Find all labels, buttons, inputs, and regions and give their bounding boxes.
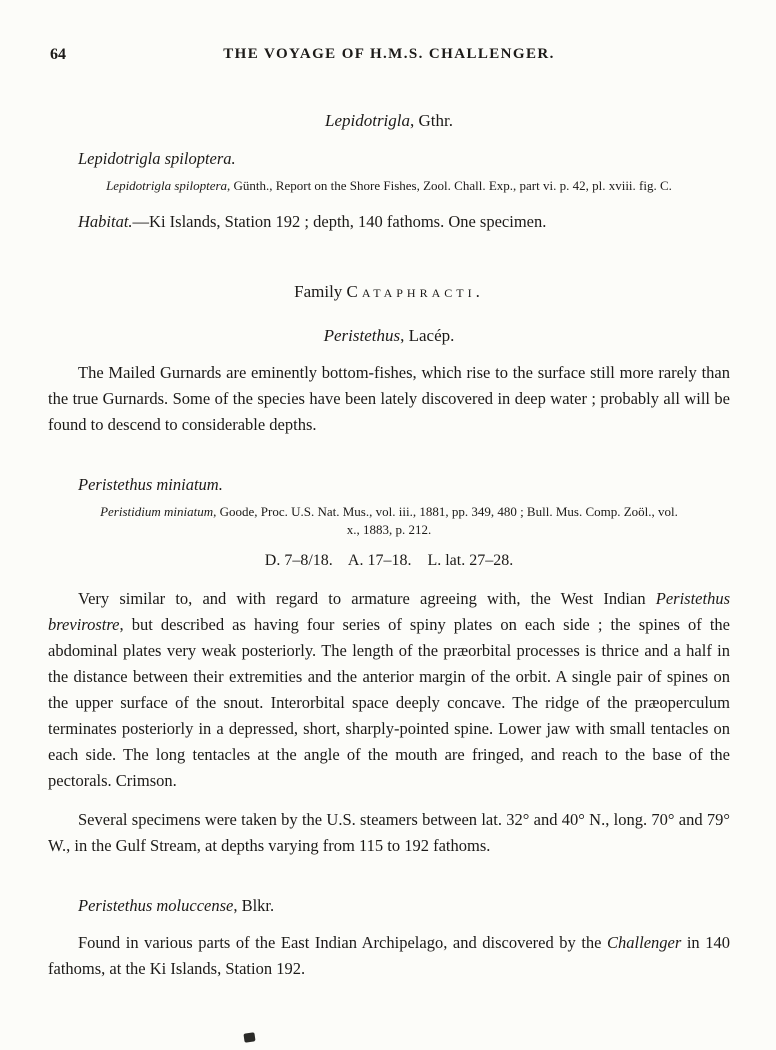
family-label: Family xyxy=(294,281,347,301)
miniatum-distribution-paragraph: Several specimens were taken by the U.S. steamers between lat. 32° and 40° N., long. 70° and 79° W., in the Gulf Stream, at depths varying from 115 to 192 fathoms. xyxy=(48,809,730,855)
genus-heading-lepidotrigla xyxy=(48,110,730,132)
species-authority: , Blkr. xyxy=(233,895,275,915)
habitat-text: —Ki Islands, Station 192 ; depth, 140 fathoms. One specimen. xyxy=(132,211,547,231)
page-number: 64 xyxy=(50,46,66,63)
genus-authority: , Lacép. xyxy=(400,325,455,345)
description-text: Very similar to, and with regard to armature agreeing with, the West Indian xyxy=(78,588,656,608)
miniatum-description-paragraph xyxy=(48,586,730,794)
species-heading-moluccense xyxy=(78,895,730,917)
genus-authority: , Gthr. xyxy=(410,111,453,130)
moluccense-paragraph xyxy=(48,930,730,982)
genus-heading-peristethus xyxy=(48,325,730,347)
citation-reference: , Goode, Proc. U.S. Nat. Mus., vol. iii., 1881, pp. 349, 480 ; Bull. Mus. Comp. Zoöl., vol. x., 1883, p. 212. xyxy=(213,503,678,537)
ship-name-inline: Challenger xyxy=(607,932,682,952)
gurnards-intro-paragraph: The Mailed Gurnards are eminently bottom-fishes, which rise to the surface still more rarely than the true Gurnards. Some of the species have been lately discovered in deep water ; probably all will be found to descend to considerable depths. xyxy=(48,362,730,434)
family-name: Cataphracti. xyxy=(346,281,484,301)
paragraph-text: in 140 fathoms, at the Ki Islands, Station 192. xyxy=(48,932,730,978)
species-name: Peristethus moluccense xyxy=(78,895,234,915)
running-title: THE VOYAGE OF H.M.S. CHALLENGER. xyxy=(223,46,555,62)
description-text: , but described as having four series of spiny plates on each side ; the spines of the abdominal plates very weak posteriorly. The length of the præorbital processes is thrice and a half in the distance between their extremities and the anterior margin of the orbit. A single pair of spines on the upper surface of the snout. Interorbital space deeply concave. The ridge of the præoperculum terminates posteriorly in a depressed, short, sharply-pointed spine. Lower jaw with small tentacles on each side. The long tentacles at the angle of the mouth are fringed, and reach to the base of the pectorals. Crimson. xyxy=(48,614,730,790)
citation-species-name: Lepidotrigla spiloptera xyxy=(106,178,228,193)
habitat-label: Habitat. xyxy=(78,211,133,231)
citation-miniatum xyxy=(48,503,730,540)
habitat-paragraph xyxy=(48,209,730,235)
genus-name: Peristethus xyxy=(323,325,401,345)
citation-species-name: Peristidium miniatum xyxy=(100,503,214,519)
paragraph-text: Found in various parts of the East Indian Archipelago, and discovered by the xyxy=(78,932,608,952)
fin-ray-formula: D. 7–8/18. A. 17–18. L. lat. 27–28. xyxy=(264,551,514,569)
species-heading-spiloptera: Lepidotrigla spiloptera. xyxy=(78,149,236,168)
citation-spiloptera xyxy=(48,177,730,196)
citation-reference: , Günth., Report on the Shore Fishes, Zool. Chall. Exp., part vi. p. 42, pl. xviii. fig. C. xyxy=(227,178,672,193)
species-name-inline: Peristethus brevirostre xyxy=(48,588,730,634)
family-heading-cataphracti xyxy=(48,281,730,303)
scan-ink-artifact xyxy=(243,1032,255,1042)
genus-name: Lepidotrigla xyxy=(325,111,411,130)
species-heading-miniatum: Peristethus miniatum. xyxy=(78,474,223,494)
page-header xyxy=(48,46,730,68)
